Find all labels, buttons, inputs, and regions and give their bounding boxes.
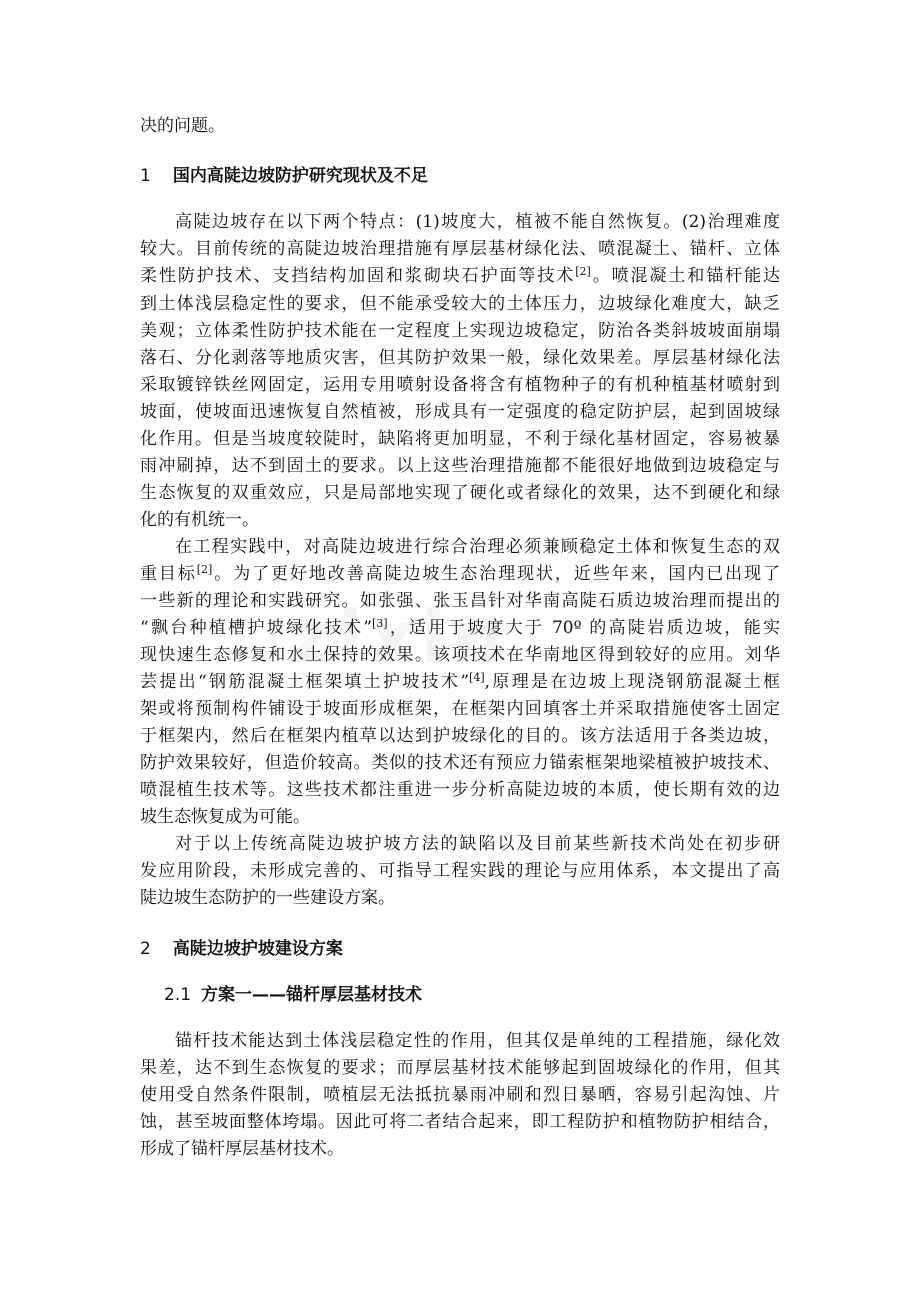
section-heading: 2 高陡边坡护坡建设方案 xyxy=(140,939,343,959)
paragraph-line: “飘台种植槽护坡绿化技术”[3]，适用于坡度大于 70º 的高陡岩质边坡，能实 xyxy=(140,617,780,638)
paragraph-line: 防护效果较好，但造价较高。类似的技术还有预应力锚索框架地梁植被护坡技术、 xyxy=(140,753,780,773)
paragraph-line: 落石、分化剥落等地质灾害，但其防护效果一般，绿化效果差。厚层基材绿化法 xyxy=(140,348,780,368)
paragraph-line: 发应用阶段，未形成完善的、可指导工程实践的理论与应用体系，本文提出了高 xyxy=(140,861,780,881)
paragraph-line: 于框架内，然后在框架内植草以达到护坡绿化的目的。该方法适用于各类边坡， xyxy=(140,726,780,746)
paragraph-line: 到土体浅层稳定性的要求，但不能承受较大的土体压力，边坡绿化难度大，缺乏 xyxy=(140,294,780,314)
paragraph-line: 坡面，使坡面迅速恢复自然植被，形成具有一定强度的稳定防护层，起到固坡绿 xyxy=(140,402,780,422)
paragraph-line: 较大。目前传统的高陡边坡治理措施有厚层基材绿化法、喷混凝土、锚杆、立体 xyxy=(140,239,780,259)
citation: [4] xyxy=(469,671,485,684)
paragraph-line: 一些新的理论和实践研究。如张强、张玉昌针对华南高陡石质边坡治理而提出的 xyxy=(140,591,780,611)
citation: [3] xyxy=(371,617,388,630)
paragraph-line: 化的有机统一。 xyxy=(140,510,259,530)
paragraph-line: 生态恢复的双重效应，只是局部地实现了硬化或者绿化的效果，达不到硬化和绿 xyxy=(140,483,780,503)
paragraph-line: 架或将预制构件铺设于坡面形成框架，在框架内回填客土并采取措施使客土固定 xyxy=(140,699,780,719)
citation: [2] xyxy=(196,563,213,576)
paragraph-line: 使用受自然条件限制，喷植层无法抵抗暴雨冲刷和烈日暴晒，容易引起沟蚀、片 xyxy=(140,1085,780,1105)
paragraph-line: 在工程实践中，对高陡边坡进行综合治理必须兼顾稳定土体和恢复生态的双 xyxy=(175,537,780,557)
paragraph-line: 陡边坡生态防护的一些建设方案。 xyxy=(140,888,395,908)
paragraph-line: 坡生态恢复成为可能。 xyxy=(140,807,310,827)
paragraph-line: 重目标[2]。为了更好地改善高陡边坡生态治理现状，近些年来，国内已出现了 xyxy=(140,563,781,584)
paragraph-line: 化作用。但是当坡度较陡时，缺陷将更加明显，不利于绿化基材固定，容易被暴 xyxy=(140,429,780,449)
subsection-heading: 2.1 方案一——锚杆厚层基材技术 xyxy=(164,985,423,1005)
paragraph-line: 美观；立体柔性防护技术能在一定程度上实现边坡稳定，防治各类斜坡坡面崩塌 xyxy=(140,321,780,341)
paragraph-line: 对于以上传统高陡边坡护坡方法的缺陷以及目前某些新技术尚处在初步研 xyxy=(175,834,780,854)
section-heading: 1 国内高陡边坡防护研究现状及不足 xyxy=(140,166,428,186)
paragraph-line: 柔性防护技术、支挡结构加固和浆砌块石护面等技术[2]。喷混凝土和锚杆能达 xyxy=(140,265,781,286)
paragraph-line: 现快速生态修复和水土保持的效果。该项技术在华南地区得到较好的应用。刘华 xyxy=(140,645,780,665)
paragraph-line: 果差，达不到生态恢复的要求；而厚层基材技术能够起到固坡绿化的作用，但其 xyxy=(140,1058,780,1078)
paragraph-line: 蚀，甚至坡面整体垮塌。因此可将二者结合起来，即工程防护和植物防护相结合， xyxy=(140,1112,780,1132)
paragraph-line: 喷混植生技术等。这些技术都注重进一步分析高陡边坡的本质，使长期有效的边 xyxy=(140,780,780,800)
paragraph-line: 采取镀锌铁丝网固定，运用专用喷射设备将含有植物种子的有机种植基材喷射到 xyxy=(140,375,780,395)
paragraph-line: 形成了锚杆厚层基材技术。 xyxy=(140,1139,344,1159)
paragraph-line: 高陡边坡存在以下两个特点：(1)坡度大，植被不能自然恢复。(2)治理难度 xyxy=(175,212,780,232)
paragraph-line: 芸提出“钢筋混凝土框架填土护坡技术”[4],原理是在边坡上现浇钢筋混凝土框 xyxy=(140,671,781,692)
paragraph-line: 决的问题。 xyxy=(140,116,225,136)
paragraph-line: 锚杆技术能达到土体浅层稳定性的作用，但其仅是单纯的工程措施，绿化效 xyxy=(175,1031,780,1051)
paragraph-line: 雨冲刷掉，达不到固土的要求。以上这些治理措施都不能很好地做到边坡稳定与 xyxy=(140,456,780,476)
citation: [2] xyxy=(575,265,591,278)
